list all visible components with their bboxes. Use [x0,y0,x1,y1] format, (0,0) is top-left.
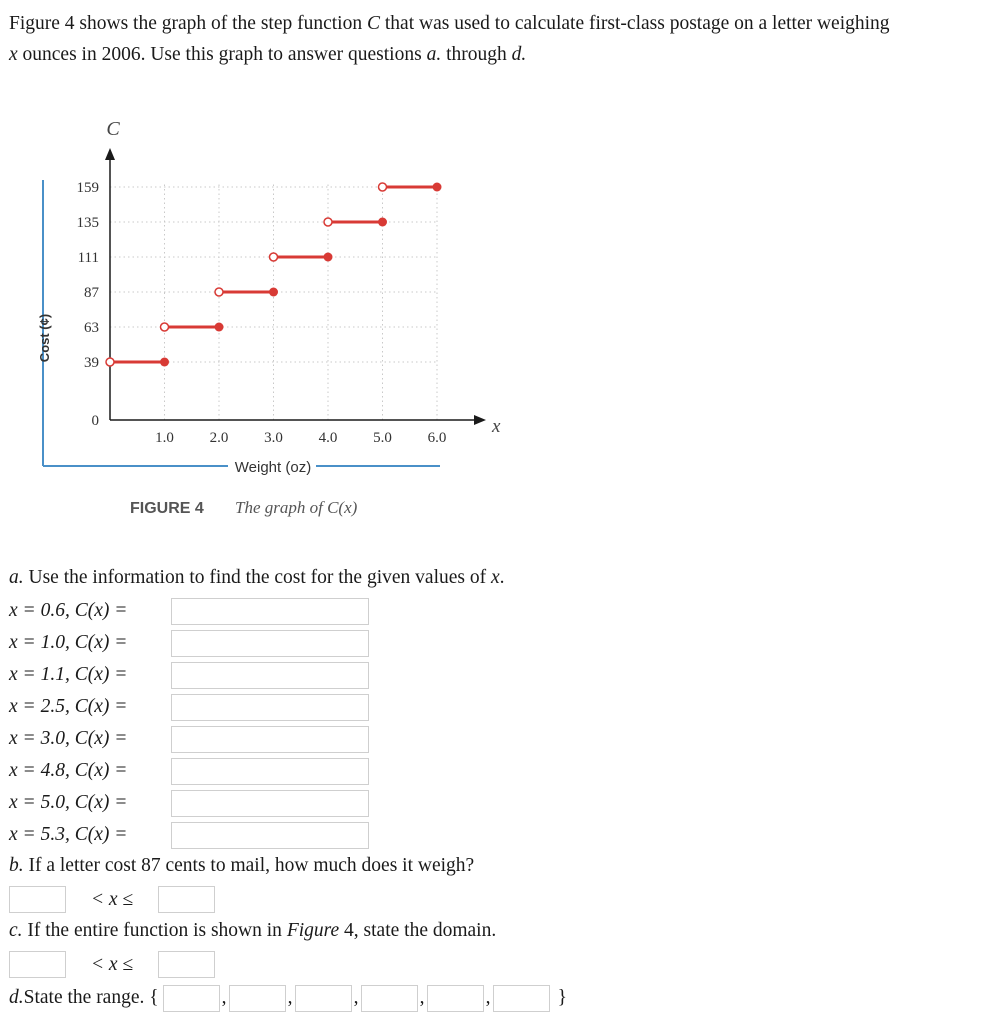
closed-endpoint [269,288,278,297]
question-letter: b. [9,855,24,876]
cost-expression: x = 2.5, C(x) = [9,696,128,717]
y-tick-label: 111 [77,250,99,266]
closed-endpoint [378,218,387,227]
closed-endpoint [215,323,224,332]
cost-expression: x = 3.0, C(x) = [9,728,128,749]
cost-expression: x = 5.0, C(x) = [9,792,128,813]
question-b-heading [9,851,999,883]
question-ref: a. [426,44,442,65]
y-tick-label: 0 [91,413,99,429]
y-tick-label: 39 [84,355,99,371]
question-text: . [499,567,505,588]
domain-upper-input[interactable] [158,951,215,978]
open-endpoint [379,183,387,191]
open-endpoint [161,323,169,331]
cost-answer-input[interactable] [171,758,369,785]
domain-lower-input[interactable] [9,951,66,978]
cost-answer-input[interactable] [171,822,369,849]
question-c-heading [9,916,999,948]
answer-row [9,819,999,851]
y-tick-label: 87 [84,285,99,301]
intro-text-part: that was used to calculate first-class postage on a letter weighing [380,13,890,34]
question-text: If the entire function is shown in [22,920,287,941]
function-symbol: C [366,13,380,34]
range-input-4[interactable] [361,985,418,1012]
answer-row [9,595,999,627]
cost-answer-input[interactable] [171,790,369,817]
question-letter: c. [9,920,23,941]
weight-inequality [9,883,999,916]
cost-answer-input[interactable] [171,662,369,689]
y-tick-label: 159 [76,180,99,196]
variable-symbol: x [490,567,500,588]
intro-text [9,8,994,70]
set-close-brace: } [557,987,567,1008]
y-tick-label: 63 [84,320,99,336]
domain-inequality [9,948,999,981]
range-row [9,981,999,1015]
question-text: If a letter cost 87 cents to mail, how much does it weigh? [23,855,475,876]
cost-expression: x = 0.6, C(x) = [9,600,128,621]
intro-text-part: Figure 4 shows the graph of the step function [9,13,367,34]
x-axis-letter: x [492,416,501,437]
figure-reference: Figure [286,920,340,941]
range-input-2[interactable] [229,985,286,1012]
answer-row [9,755,999,787]
cost-expression: x = 1.0, C(x) = [9,632,128,653]
questions [9,563,999,1015]
open-endpoint [270,253,278,261]
answer-row [9,627,999,659]
x-tick-label: 2.0 [209,430,229,446]
weight-upper-input[interactable] [158,886,215,913]
range-input-6[interactable] [493,985,550,1012]
x-axis-arrow [474,415,486,425]
intro-text-part: ounces in 2006. Use this graph to answer questions [17,44,427,65]
closed-endpoint [433,183,442,192]
separator: , [419,987,425,1008]
cost-answer-input[interactable] [171,694,369,721]
cost-answer-input[interactable] [171,598,369,625]
answer-row [9,723,999,755]
cost-answer-input[interactable] [171,630,369,657]
x-tick-label: 3.0 [264,430,283,446]
step-function-chart [0,100,501,530]
figure-4 [0,100,501,530]
y-axis-arrow [105,148,115,160]
answer-row [9,659,999,691]
chart-axes [105,118,501,437]
open-endpoint [106,358,114,366]
question-letter: a. [9,567,24,588]
open-endpoint [324,218,332,226]
question-a-heading [9,563,999,595]
weight-lower-input[interactable] [9,886,66,913]
figure-caption-text: The graph of C(x) [235,498,358,517]
y-tick-label: 135 [76,215,99,231]
figure-caption-label: FIGURE 4 [130,500,204,517]
cost-expression: x = 4.8, C(x) = [9,760,128,781]
question-text: 4, state the domain. [339,920,497,941]
open-endpoint [215,288,223,296]
question-text: State the range. { [23,987,159,1008]
cost-expression: x = 1.1, C(x) = [9,664,128,685]
separator: , [287,987,293,1008]
closed-endpoint [160,358,169,367]
x-axis-label: Weight (oz) [234,459,312,476]
separator: , [485,987,491,1008]
inequality-symbol: < x ≤ [90,953,134,975]
cost-expression: x = 5.3, C(x) = [9,824,128,845]
range-input-3[interactable] [295,985,352,1012]
chart-ticks [77,180,447,446]
separator: , [353,987,359,1008]
x-tick-label: 4.0 [318,430,338,446]
range-input-1[interactable] [163,985,220,1012]
question-ref: d. [511,44,527,65]
x-tick-label: 5.0 [373,430,392,446]
inequality-symbol: < x ≤ [90,888,134,910]
x-tick-label: 1.0 [155,430,174,446]
question-text: Use the information to find the cost for the given values of [23,567,491,588]
x-tick-label: 6.0 [427,430,447,446]
range-input-5[interactable] [427,985,484,1012]
separator: , [221,987,227,1008]
closed-endpoint [324,253,333,262]
variable-symbol: x [9,44,18,65]
chart-grid [110,182,437,420]
y-axis-label: Cost (¢) [37,313,52,363]
answer-row [9,787,999,819]
answer-row [9,691,999,723]
cost-answer-input[interactable] [171,726,369,753]
intro-text-part: through [441,44,512,65]
question-letter: d. [9,987,24,1008]
y-axis-letter: C [106,118,120,140]
